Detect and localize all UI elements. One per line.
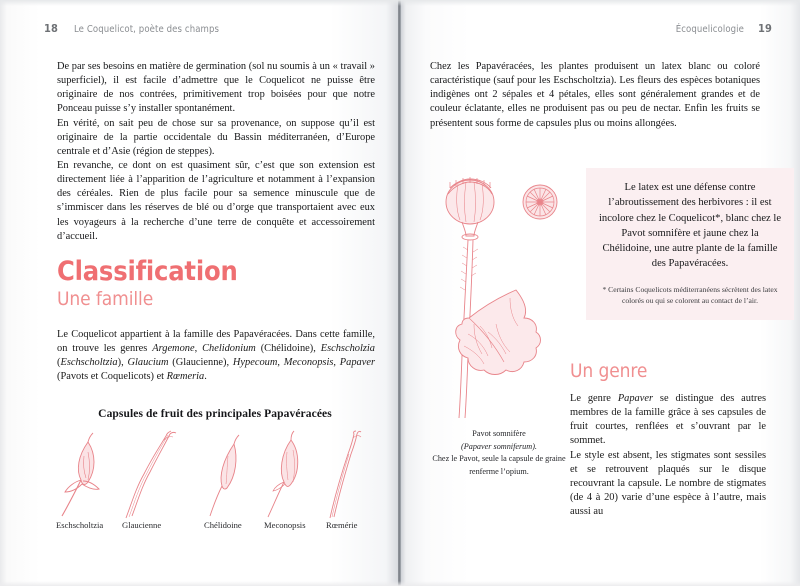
page-bottom-edge: [0, 581, 800, 586]
figure-capsules: [50, 408, 380, 536]
heading-une-famille: Une famille: [57, 288, 154, 310]
capsule-label: Eschscholtzia: [56, 520, 104, 530]
capsule-chelidoine-icon: [202, 430, 250, 520]
paragraph-famille: Le Coquelicot appartient à la famille des Papavéracées. Dans cette famille, on trouve les genres Argemone, Chelidonium (Chélidoine), Eschscholzia (Eschscholtzia), Glaucium (Glaucienne), Hypecoum, Meconopsis, Papaver (Pavots et Coquelicots) et Rœmeria.: [57, 329, 375, 383]
figure-poppy-caption-line1: Pavot somnifère: [472, 429, 526, 438]
poppy-capsule-illustration-icon: [424, 166, 574, 424]
capsule-label: Chélidoine: [204, 520, 242, 530]
figure-capsules-labels: [50, 520, 380, 536]
figure-capsules-art: [50, 430, 380, 520]
paragraph: Chez les Papavéracées, les plantes produisent un latex blanc ou coloré caractéristique (sauf pour les Eschscholtzia). Les fleurs des espèces botaniques indigènes ont 2 sépales et 4 pétales, elles sont généralement grandes et de couleur éclatante, elles ne produisent pas ou peu de nectar. Enfin les fruits se présentent sous forme de capsules plus ou moins allongées.: [430, 61, 760, 129]
paragraph: Le genre Papaver se distingue des autres membres de la famille grâce à ses capsules de fruit courtes, renflées et s’ouvrant par le sommet.: [570, 393, 766, 447]
capsule-label: Glaucienne: [122, 520, 162, 530]
book-gutter: [398, 0, 401, 586]
callout-latex-footnote: * Certains Coquelicots méditerranéens sécrètent des latex colorés ou qui se colorent au contact de l’air.: [602, 284, 778, 305]
figure-capsules-title: Capsules de fruit des principales Papavéracées: [98, 408, 332, 420]
capsule-roemerie-icon: [322, 430, 368, 520]
running-head-left: [44, 22, 219, 35]
figure-poppy-caption: [424, 428, 574, 479]
folio-right: 19: [758, 22, 772, 35]
capsule-glaucienne-icon: [120, 430, 182, 520]
figure-poppy-caption-line3: Chez le Pavot, seule la capsule de graine renferme l’opium.: [432, 454, 566, 477]
capsule-label: Rœmérie: [326, 520, 358, 530]
paragraph: Le style est absent, les stigmates sont sessiles et se retrouvent plaqués sur le disque recouvrant la capsule. Le nombre de stigmates (de 4 à 20) varie d’une espèce à l’autre, mais aussi au: [570, 449, 766, 518]
left-column-body: [57, 60, 375, 244]
paragraph: En revanche, ce dont on est quasiment sûr, c’est que son extension est directement liée à l’apparition de l’agriculture et notamment à l’expansion des céréales. Rien de plus facile pour sa semence minuscule que de s’immiscer dans les réserves de blé ou d’orge que transportaient avec eux les voyageurs à la recherche d’une terre de conquête et accessoirement d’accueil.: [57, 159, 375, 242]
folio-left: 18: [44, 22, 58, 35]
running-head-left-title: Le Coquelicot, poète des champs: [73, 24, 220, 35]
heading-un-genre: Un genre: [570, 360, 648, 382]
page-top-edge: [0, 0, 800, 6]
capsule-eschscholtzia-icon: [54, 430, 114, 520]
running-head-right: [676, 22, 772, 35]
capsule-meconopsis-icon: [262, 430, 314, 520]
callout-latex: [586, 168, 794, 320]
figure-poppy-caption-line2: (Papaver somniferum).: [461, 441, 537, 451]
figure-poppy-art: [424, 166, 574, 424]
capsule-label: Meconopsis: [264, 520, 306, 530]
paragraph: De par ses besoins en matière de germination (sol nu soumis à un « travail » superficiel), il est facile d’admettre que le Coquelicot ne puisse être originaire de nos contrées, primitivement trop boisées pour que notre Ponceau puisse s’y installer spontanément.: [57, 61, 375, 115]
figure-poppy: [424, 166, 574, 479]
running-head-right-title: Écoquelicologie: [675, 24, 745, 35]
right-column-body: [430, 60, 760, 131]
heading-classification: Classification: [57, 256, 238, 287]
paragraphs-genre: [570, 392, 766, 519]
paragraph: En vérité, on sait peu de chose sur sa provenance, on suppose qu’il est originaire de la partie occidentale du Bassin méditerranéen, d’Europe centrale et d’Asie (région de steppes).: [57, 117, 375, 157]
callout-latex-body: Le latex est une défense contre l’abroutissement des herbivores : il est incolore chez le Coquelicot*, blanc chez le Pavot somnifère et jaune chez la Chélidoine, une autre plante de la famille des Papavéracées.: [598, 182, 782, 270]
